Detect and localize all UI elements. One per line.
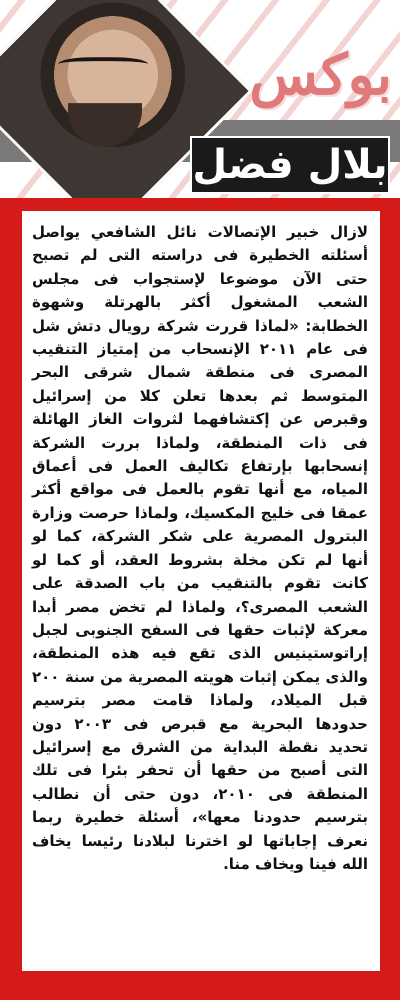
portrait-glasses — [58, 57, 148, 75]
article-body: لازال خبير الإتصالات نائل الشافعي يواصل أسئلته الخطيرة فى دراسته التى لم تصبح حتى الآن موضوعا لإستجواب فى مجلس الشعب المشغول أكثر بالهرتلة وشهوة الخطابة: «لماذا قررت شركة رويال دتش شل فى عام ٢٠١١ الإنسحاب من إمتياز التنقيب المصرى فى منطقة شمال شرقى البحر المتوسط ثم بعدها تعلن كلا من إسرائيل وقبرص عن إكتشافهما لثروات الغاز الهائلة فى ذات المنطقة، ولماذا بررت الشركة إنسحابها بإرتفاع تكاليف العمل فى أعماق المياه، مع أنها تقوم بالعمل فى مواقع أكثر عمقا فى خليج المكسيك، ولماذا حرصت وزارة البترول المصرية على شكر الشركة، كما لو أنها لم تكن مخلة بشروط العقد، أو كما لو كانت تقوم بالتنقيب من باب الصدقة على الشعب المصرى؟، ولماذا لم تخض مصر أبدا معركة لإثبات حقها فى السفح الجنوبى لجبل إراتوستينيس الذى تقع فيه هذه المنطقة، والذى يمكن إثبات هويته المصرية من سنة ٢٠٠ قبل الميلاد، ولماذا قامت مصر بترسيم حدودها البحرية مع قبرص فى ٢٠٠٣ دون تحديد نقطة البداية من الشرق مع إسرائيل التى أصبح من حقها أن تحفر بئرا فى تلك المنطقة فى ٢٠١٠، دون حتى أن نطالب بترسيم حدودنا معها»، أسئلة خطيرة ربما نعرف إجاباتها لو اخترنا لبلادنا رئيسا يخاف الله فينا ويخاف منا. — [32, 223, 368, 873]
portrait-beard — [68, 103, 142, 147]
column-header — [0, 0, 400, 200]
author-name: بلال فضل — [192, 142, 388, 188]
article-panel — [22, 211, 380, 971]
author-name-box — [190, 136, 390, 194]
column-title: بوكس — [249, 42, 392, 108]
